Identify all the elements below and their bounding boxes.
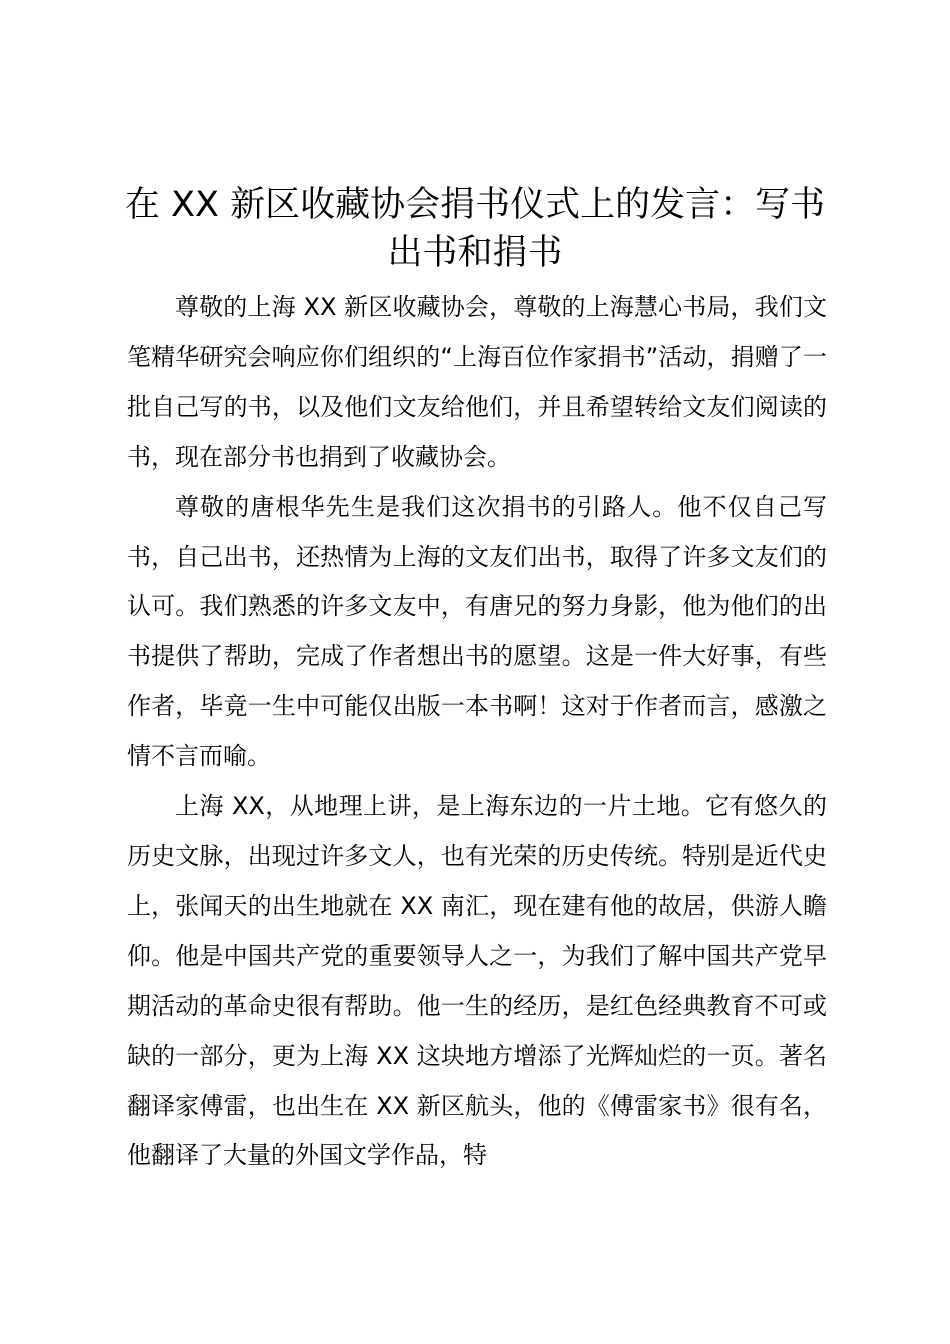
paragraph-3: 上海 XX，从地理上讲，是上海东边的一片土地。它有悠久的历史文脉，出现过许多文人，也有光荣的历史传统。特别是近代史上，张闻天的出生地就在 XX 南汇，现在建有他的故居，供游人瞻仰。他是中国共产党的重要领导人之一，为我们了解中国共产党早期活动的革命史很有帮助。他一生的经历，是红色经典教育不可或缺的一部分，更为上海 XX 这块地方增添了光辉灿烂的一页。著名翻译家傅雷，也出生在 XX 新区航头，他的《傅雷家书》很有名，他翻译了大量的外国文学作品，特 — [127, 792, 827, 1170]
paragraph-1: 尊敬的上海 XX 新区收藏协会，尊敬的上海慧心书局，我们文笔精华研究会响应你们组织的“上海百位作家捐书”活动，捐赠了一批自己写的书，以及他们文友给他们，并且希望转给文友们阅读的书，现在部分书也捐到了收藏协会。 — [127, 293, 827, 471]
document-title: 在 XX 新区收藏协会捐书仪式上的发言：写书出书和捐书 — [124, 185, 826, 273]
document-body — [127, 283, 827, 1181]
paragraph-2: 尊敬的唐根华先生是我们这次捐书的引路人。他不仅自己写书，自己出书，还热情为上海的文友们出书，取得了许多文友们的认可。我们熟悉的许多文友中，有唐兄的努力身影，他为他们的出书提供了帮助，完成了作者想出书的愿望。这是一件大好事，有些作者，毕竟一生中可能仅出版一本书啊！这对于作者而言，感激之情不言而喻。 — [127, 492, 827, 771]
